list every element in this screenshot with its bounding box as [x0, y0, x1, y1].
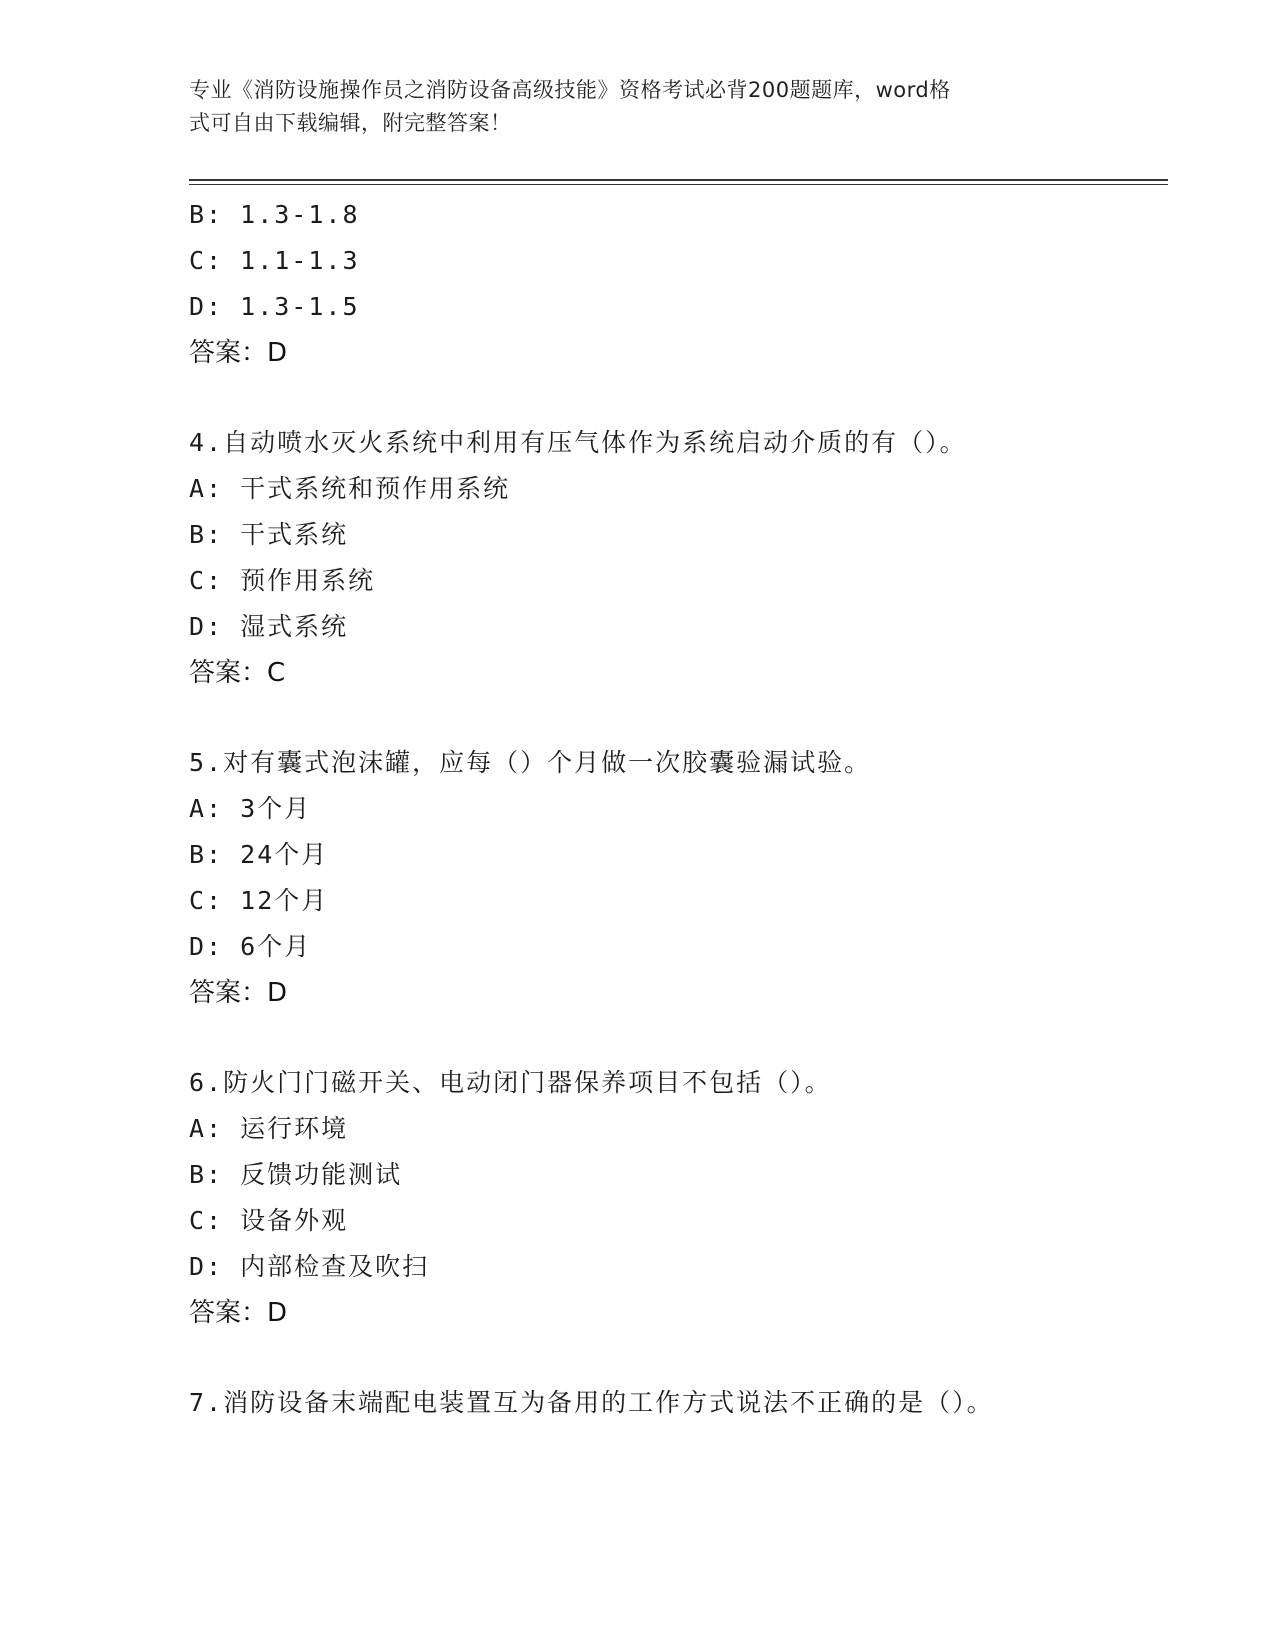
option-b: B: 24个月 — [189, 840, 329, 869]
answer-label: 答案： — [189, 338, 268, 368]
option-d: D: 湿式系统 — [189, 612, 349, 641]
question-text: 7.消防设备末端配电装置互为备用的工作方式说法不正确的是（）。 — [189, 1388, 994, 1417]
question-block-5 — [189, 740, 1168, 1016]
header-divider-thick — [189, 179, 1168, 181]
answer-value: D — [267, 338, 288, 368]
option-d: D: 内部检查及吹扫 — [189, 1252, 430, 1281]
answer-value: D — [267, 1298, 288, 1328]
option-a: A: 3个月 — [189, 794, 312, 823]
document-header — [189, 74, 1069, 140]
question-text: 4.自动喷水灭火系统中利用有压气体作为系统启动介质的有（）。 — [189, 428, 967, 457]
option-c: C: 预作用系统 — [189, 566, 376, 595]
option-a: A: 运行环境 — [189, 1114, 349, 1143]
question-block-7 — [189, 1380, 1168, 1426]
option-c: C: 12个月 — [189, 886, 329, 915]
question-text: 6.防火门门磁开关、电动闭门器保养项目不包括（）。 — [189, 1068, 832, 1097]
question-block-4 — [189, 420, 1168, 696]
header-divider-thin — [189, 184, 1168, 185]
answer-row — [189, 330, 1168, 376]
answer-label: 答案： — [189, 978, 268, 1008]
option-b: B: 反馈功能测试 — [189, 1160, 403, 1189]
answer-value: D — [267, 978, 288, 1008]
option-b: B: 干式系统 — [189, 520, 349, 549]
question-list — [189, 192, 1168, 1426]
option-c: C: 设备外观 — [189, 1206, 349, 1235]
answer-row — [189, 1290, 1168, 1336]
answer-row — [189, 970, 1168, 1016]
option-d: D: 1.3-1.5 — [189, 292, 360, 321]
question-text: 5.对有囊式泡沫罐，应每（）个月做一次胶囊验漏试验。 — [189, 748, 872, 777]
question-block-6 — [189, 1060, 1168, 1336]
header-line-2: 式可自由下载编辑，附完整答案！ — [189, 111, 512, 135]
option-a: A: 干式系统和预作用系统 — [189, 474, 511, 503]
answer-label: 答案： — [189, 658, 268, 688]
option-b: B: 1.3-1.8 — [189, 200, 360, 229]
header-line-1: 专业《消防设施操作员之消防设备高级技能》资格考试必背200题题库，word格 — [189, 78, 951, 102]
answer-row — [189, 650, 1168, 696]
answer-label: 答案： — [189, 1298, 268, 1328]
question-block-3 — [189, 192, 1168, 376]
option-d: D: 6个月 — [189, 932, 312, 961]
option-c: C: 1.1-1.3 — [189, 246, 360, 275]
answer-value: C — [267, 658, 286, 688]
